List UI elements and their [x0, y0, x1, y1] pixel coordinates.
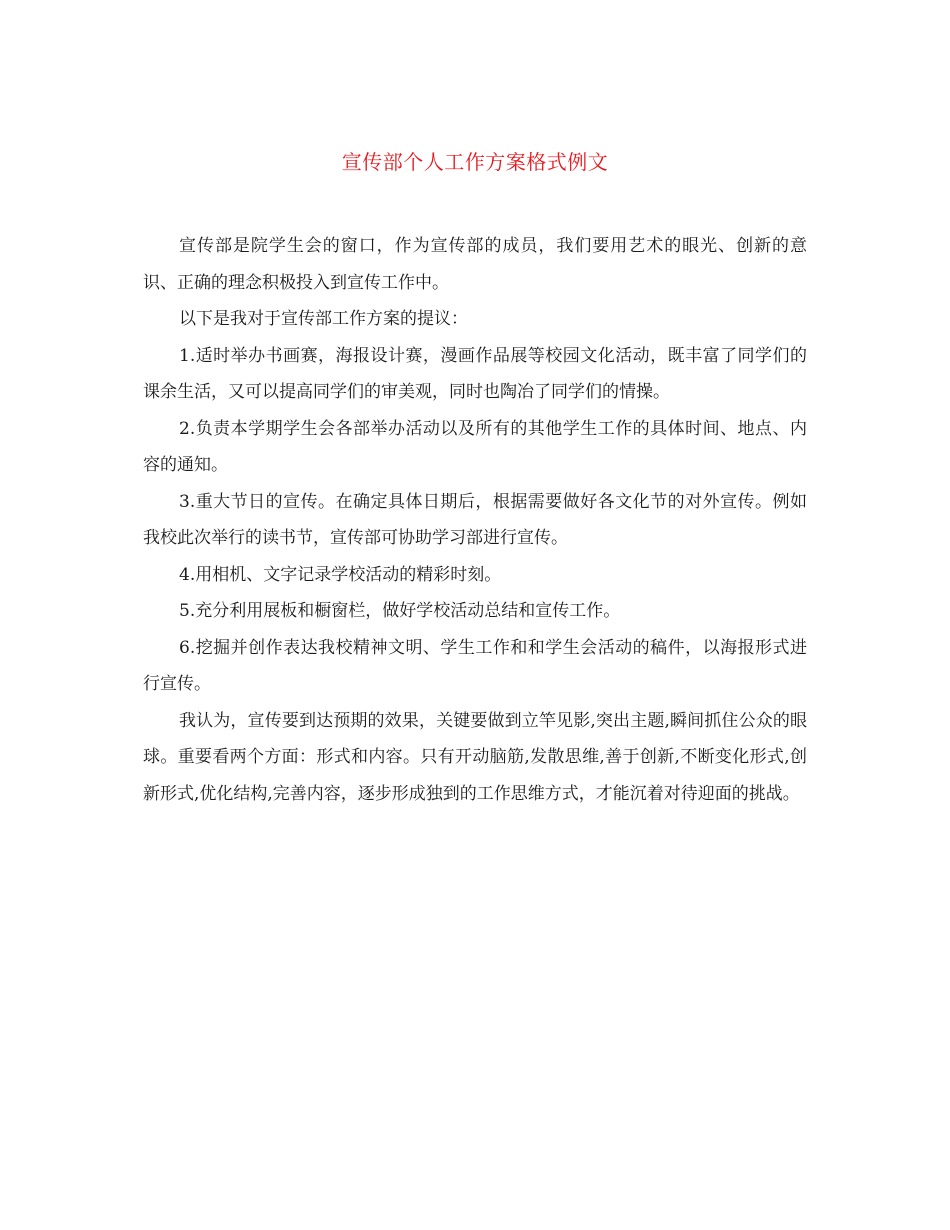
paragraph-intro: 宣传部是院学生会的窗口，作为宣传部的成员，我们要用艺术的眼光、创新的意识、正确的理念积极投入到宣传工作中。	[143, 236, 807, 293]
document-body	[143, 228, 807, 812]
document-title: 宣传部个人工作方案格式例文	[341, 150, 609, 174]
paragraph-item-5: 5.充分利用展板和橱窗栏，做好学校活动总结和宣传工作。	[179, 601, 621, 621]
paragraph-item-6: 6.挖掘并创作表达我校精神文明、学生工作和和学生会活动的稿件，以海报形式进行宣传。	[143, 637, 807, 694]
paragraph-lead-in: 以下是我对于宣传部工作方案的提议：	[179, 309, 468, 329]
paragraph-conclusion: 我认为，宣传要到达预期的效果，关键要做到立竿见影,突出主题,瞬间抓住公众的眼球。重要看两个方面：形式和内容。只有开动脑筋,发散思维,善于创新,不断变化形式,创新形式,优化结构,完善内容，逐步形成独到的工作思维方式，才能沉着对待迎面的挑战。	[143, 710, 807, 804]
paragraph-item-1: 1.适时举办书画赛，海报设计赛，漫画作品展等校园文化活动，既丰富了同学们的课余生活，又可以提高同学们的审美观，同时也陶冶了同学们的情操。	[143, 345, 807, 402]
paragraph-item-2: 2.负责本学期学生会各部举办活动以及所有的其他学生工作的具体时间、地点、内容的通知。	[143, 418, 807, 475]
paragraph-item-4: 4.用相机、文字记录学校活动的精彩时刻。	[179, 564, 502, 585]
paragraph-item-3: 3.重大节日的宣传。在确定具体日期后，根据需要做好各文化节的对外宣传。例如我校此次举行的读书节，宣传部可协助学习部进行宣传。	[143, 491, 807, 548]
